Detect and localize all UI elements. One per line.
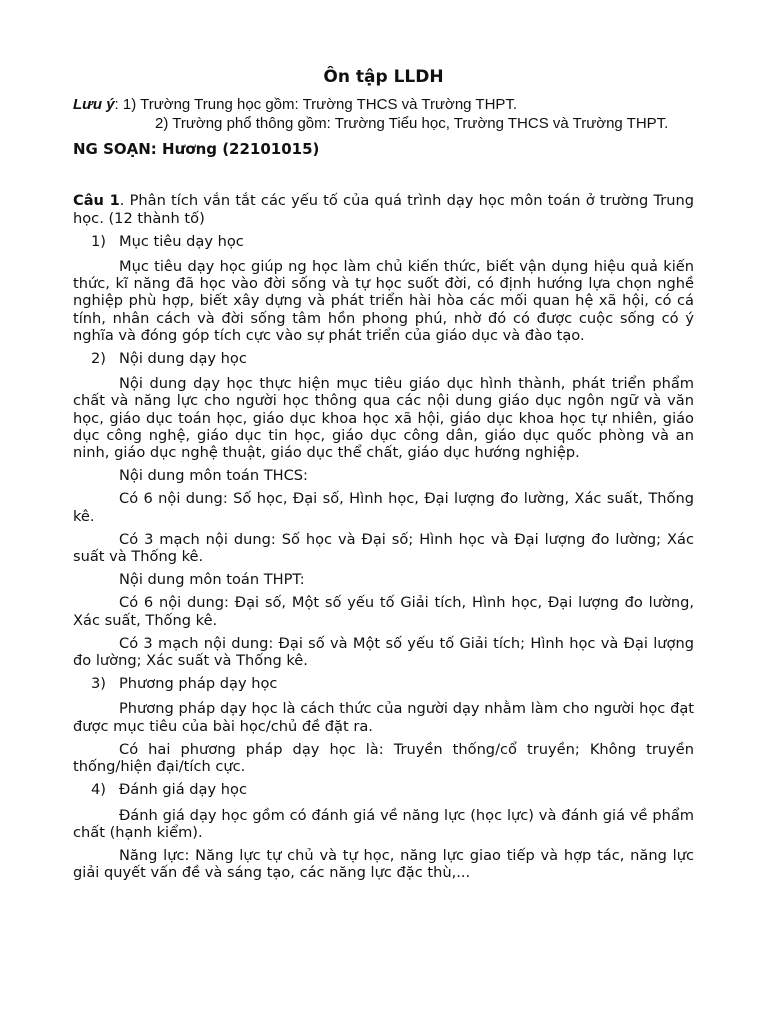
paragraph: Phương pháp dạy học là cách thức của người dạy nhằm làm cho người học đạt được mục tiêu của bài học/chủ đề đặt ra. [73,700,694,735]
section-number: 3) [91,675,106,693]
note-line-2: 2) Trường phổ thông gồm: Trường Tiểu học, Trường THCS và Trường THPT. [155,115,669,133]
section-heading-3 [91,675,694,692]
question-1 [73,192,694,226]
paragraph: Mục tiêu dạy học giúp ng học làm chủ kiến thức, biết vận dụng hiệu quả kiến thức, kĩ năng đã học vào đời sống và tự học suốt đời, có định hướng lựa chọn nghề nghiệp phù hợp, biết xây dựng và phát triển hài hòa các mối quan hệ xã hội, có cá tính, nhân cách và đời sống tâm hồn phong phú, nhờ đó có được cuộc sống có ý nghĩa và đóng góp tích cực vào sự phát triển của giáo dục và đào tạo. [73,258,694,344]
note-line-1-text: : 1) Trường Trung học gồm: Trường THCS và Trường THPT. [114,96,518,113]
note-label: Lưu ý [73,96,115,113]
question-text: . Phân tích vắn tắt các yếu tố của quá trình dạy học môn toán ở trường Trung học. (12 thành tố) [73,192,694,227]
paragraph: Có 3 mạch nội dung: Đại số và Một số yếu tố Giải tích; Hình học và Đại lượng đo lường; Xác suất và Thống kê. [73,634,694,670]
section-number: 1) [91,232,106,250]
section-heading-2 [91,350,694,367]
question-label: Câu 1 [73,192,120,210]
section-heading-1 [91,233,694,250]
section-heading-4 [91,781,694,798]
note-line-1 [73,96,694,113]
paragraph: Nội dung môn toán THPT: [119,571,305,589]
paragraph: Có 6 nội dung: Đại số, Một số yếu tố Giải tích, Hình học, Đại lượng đo lường, Xác suất, Thống kê. [73,594,694,629]
section-title: Đánh giá dạy học [119,781,247,799]
paragraph: Có hai phương pháp dạy học là: Truyền thống/cổ truyền; Không truyền thống/hiện đại/tích cực. [73,740,694,776]
author-line: NG SOẠN: Hương (22101015) [73,140,320,159]
document-title: Ôn tập LLDH [323,67,444,87]
section-title: Mục tiêu dạy học [119,232,244,250]
paragraph: Có 6 nội dung: Số học, Đại số, Hình học, Đại lượng đo lường, Xác suất, Thống kê. [73,490,694,525]
paragraph: Nội dung dạy học thực hiện mục tiêu giáo dục hình thành, phát triển phẩm chất và năng lực cho người học thông qua các nội dung giáo dục ngôn ngữ và văn học, giáo dục toán học, giáo dục khoa học xã hội, giáo dục khoa học tự nhiên, giáo dục công nghệ, giáo dục tin học, giáo dục công dân, giáo dục quốc phòng và an ninh, giáo dục nghệ thuật, giáo dục thể chất, giáo dục hướng nghiệp. [73,375,694,462]
section-title: Nội dung dạy học [119,350,247,368]
section-number: 2) [91,350,106,368]
paragraph: Có 3 mạch nội dung: Số học và Đại số; Hình học và Đại lượng đo lường; Xác suất và Thống kê. [73,530,694,566]
section-title: Phương pháp dạy học [119,675,278,693]
section-number: 4) [91,781,106,799]
paragraph: Năng lực: Năng lực tự chủ và tự học, năng lực giao tiếp và hợp tác, năng lực giải quyết vấn đề và sáng tạo, các năng lực đặc thù,... [73,846,694,882]
paragraph: Nội dung môn toán THCS: [119,467,308,485]
paragraph: Đánh giá dạy học gồm có đánh giá về năng lực (học lực) và đánh giá về phẩm chất (hạnh kiểm). [73,806,694,841]
